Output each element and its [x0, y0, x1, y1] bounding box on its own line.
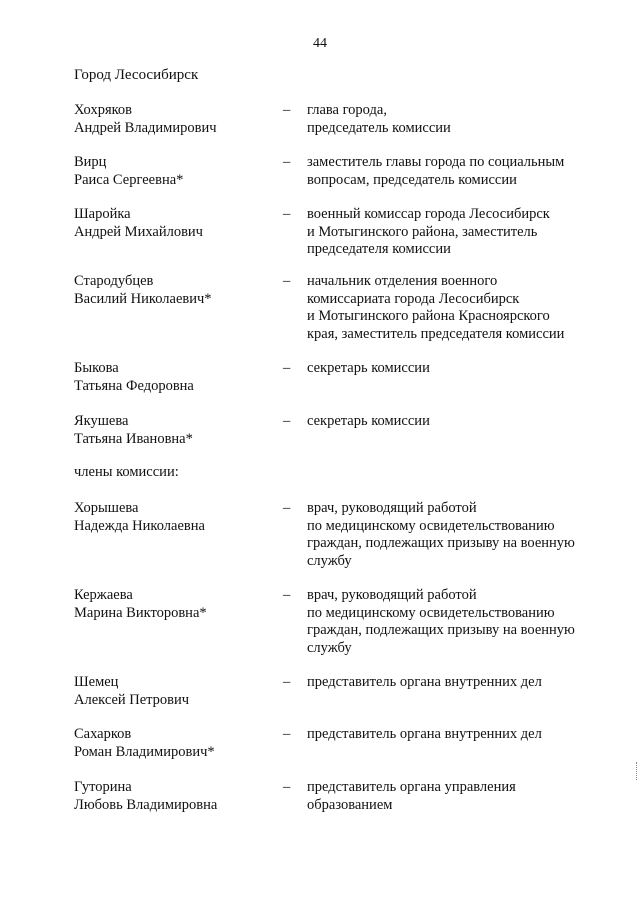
- person-name-line: Сахарков: [74, 726, 132, 742]
- person-role-line: комиссариата города Лесосибирск: [307, 290, 520, 307]
- person-role-line: секретарь комиссии: [307, 413, 430, 429]
- person-name: [74, 206, 274, 241]
- person-role-line: и Мотыгинского района Красноярского: [307, 308, 550, 325]
- dash-separator: –: [283, 206, 291, 222]
- person-role: [307, 273, 607, 343]
- person-name-line: Гуторина: [74, 779, 132, 795]
- dash-separator: –: [283, 102, 291, 118]
- person-role-line: службу: [307, 552, 352, 569]
- person-role-line: службу: [307, 639, 352, 656]
- dash-separator: –: [283, 587, 291, 603]
- person-role: [307, 413, 607, 431]
- person-role-line: глава города,: [307, 102, 387, 118]
- person-role: [307, 779, 607, 814]
- person-role-line: по медицинскому освидетельствованию: [307, 604, 555, 621]
- person-name-line: Надежда Николаевна: [74, 517, 205, 534]
- person-name-line: Стародубцев: [74, 273, 154, 289]
- person-role: [307, 360, 607, 378]
- person-name: [74, 779, 274, 814]
- person-role-line: заместитель главы города по социальным: [307, 154, 565, 170]
- person-name: [74, 726, 274, 761]
- dash-separator: –: [283, 413, 291, 429]
- dash-separator: –: [283, 154, 291, 170]
- person-role-line: председатель комиссии: [307, 119, 451, 136]
- dash-separator: –: [283, 726, 291, 742]
- person-name-line: Шаройка: [74, 206, 131, 222]
- person-name-line: Быкова: [74, 360, 119, 376]
- person-name-line: Хорышева: [74, 500, 139, 516]
- person-role: [307, 206, 607, 259]
- person-role: [307, 500, 607, 570]
- dash-separator: –: [283, 779, 291, 795]
- person-name-line: Любовь Владимировна: [74, 796, 218, 813]
- members-heading: члены комиссии:: [74, 464, 179, 480]
- person-role-line: председателя комиссии: [307, 241, 451, 258]
- person-role-line: и Мотыгинского района, заместитель: [307, 223, 538, 240]
- scan-edge-mark: [636, 762, 640, 780]
- person-name-line: Василий Николаевич*: [74, 290, 212, 307]
- person-name-line: Андрей Владимирович: [74, 119, 217, 136]
- person-name-line: Хохряков: [74, 102, 133, 118]
- person-role-line: по медицинскому освидетельствованию: [307, 517, 555, 534]
- person-name-line: Алексей Петрович: [74, 691, 190, 708]
- person-role-line: представитель органа внутренних дел: [307, 674, 542, 690]
- person-name-line: Татьяна Ивановна*: [74, 430, 193, 447]
- person-role: [307, 726, 607, 744]
- person-role-line: представитель органа управления: [307, 779, 516, 795]
- person-role-line: представитель органа внутренних дел: [307, 726, 542, 742]
- person-name: [74, 500, 274, 535]
- person-name-line: Марина Викторовна*: [74, 604, 207, 621]
- dash-separator: –: [283, 273, 291, 289]
- person-role-line: граждан, подлежащих призыву на военную: [307, 535, 575, 552]
- person-name: [74, 587, 274, 622]
- person-role-line: секретарь комиссии: [307, 360, 430, 376]
- person-role: [307, 674, 607, 692]
- person-role: [307, 102, 607, 137]
- person-name-line: Татьяна Федоровна: [74, 377, 194, 394]
- person-role: [307, 154, 607, 189]
- person-name-line: Вирц: [74, 154, 107, 170]
- person-role: [307, 587, 607, 657]
- dash-separator: –: [283, 500, 291, 516]
- person-name-line: Раиса Сергеевна*: [74, 171, 184, 188]
- person-name: [74, 154, 274, 189]
- page-number: 44: [313, 36, 327, 51]
- person-name-line: Кержаева: [74, 587, 133, 603]
- dash-separator: –: [283, 360, 291, 376]
- dash-separator: –: [283, 674, 291, 690]
- person-name: [74, 102, 274, 137]
- city-title: Город Лесосибирск: [74, 67, 199, 83]
- person-role-line: военный комиссар города Лесосибирск: [307, 206, 550, 222]
- person-name: [74, 413, 274, 448]
- person-role-line: края, заместитель председателя комиссии: [307, 325, 565, 342]
- person-name: [74, 273, 274, 308]
- person-role-line: граждан, подлежащих призыву на военную: [307, 622, 575, 639]
- person-name: [74, 360, 274, 395]
- person-role-line: врач, руководящий работой: [307, 500, 477, 516]
- person-role-line: начальник отделения военного: [307, 273, 498, 289]
- person-role-line: врач, руководящий работой: [307, 587, 477, 603]
- person-role-line: вопросам, председатель комиссии: [307, 171, 517, 188]
- person-name-line: Андрей Михайлович: [74, 223, 203, 240]
- person-name-line: Шемец: [74, 674, 119, 690]
- person-name: [74, 674, 274, 709]
- person-name-line: Роман Владимирович*: [74, 743, 215, 760]
- person-name-line: Якушева: [74, 413, 129, 429]
- person-role-line: образованием: [307, 796, 393, 813]
